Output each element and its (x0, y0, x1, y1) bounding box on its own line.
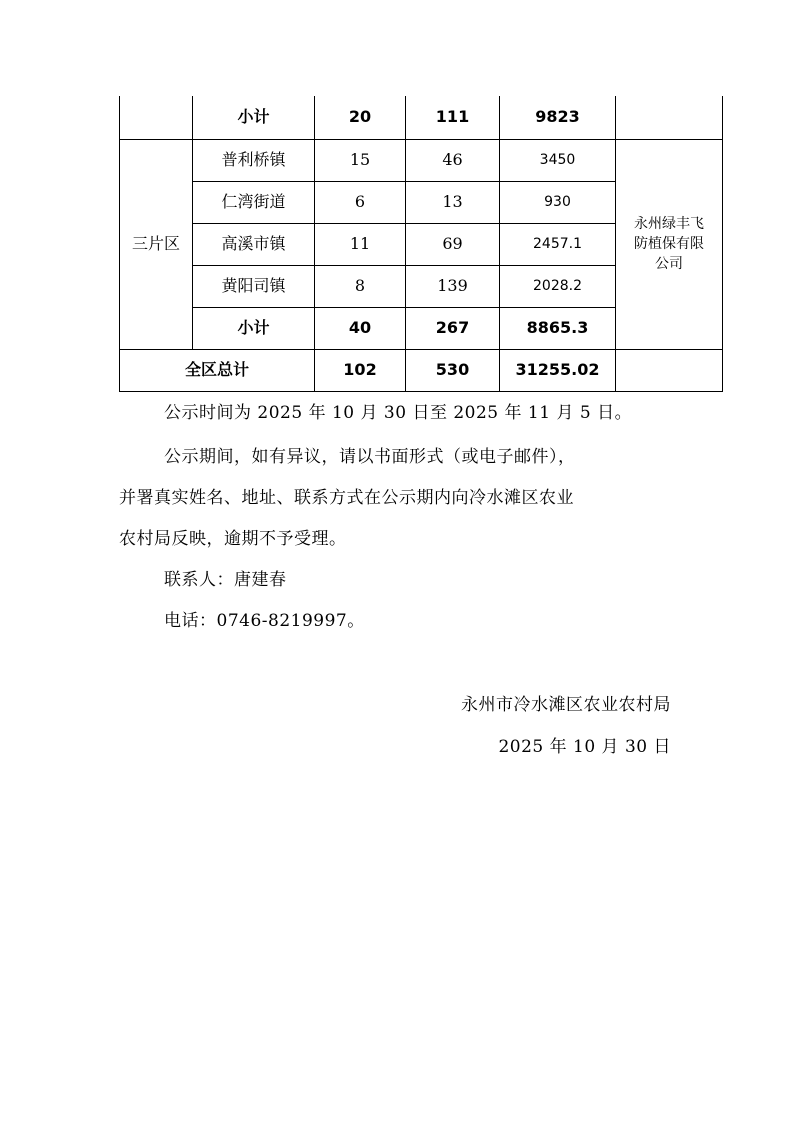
town-households: 69 (406, 223, 500, 265)
subtotal-area: 9823 (500, 96, 616, 139)
grand-total-company (616, 349, 723, 391)
table-row (120, 139, 723, 181)
objection-text-line3: 农村局反映，逾期不予受理。 (119, 529, 347, 549)
company-line: 防植保有限 (634, 236, 704, 252)
subtotal-households: 267 (406, 307, 500, 349)
grand-total-area: 31255.02 (500, 349, 616, 391)
town-area: 2457.1 (500, 223, 616, 265)
company-name (616, 139, 723, 349)
town-area: 2028.2 (500, 265, 616, 307)
subtotal-label: 小计 (193, 96, 315, 139)
town-count: 8 (315, 265, 406, 307)
town-count: 6 (315, 181, 406, 223)
town-area: 3450 (500, 139, 616, 181)
objection-text-line1: 公示期间，如有异议，请以书面形式（或电子邮件）， (164, 447, 576, 467)
town-households: 139 (406, 265, 500, 307)
table-row (120, 96, 723, 139)
town-name: 黄阳司镇 (193, 265, 315, 307)
company-line: 公司 (655, 256, 683, 272)
company-line: 永州绿丰飞 (634, 216, 704, 232)
notice-period-text: 公示时间为 2025 年 10 月 30 日至 2025 年 11 月 5 日。 (164, 403, 633, 423)
grand-total-label: 全区总计 (120, 349, 315, 391)
subtotal-label: 小计 (193, 307, 315, 349)
company-cell-continued (616, 96, 723, 139)
region-name: 三片区 (120, 139, 193, 349)
town-count: 15 (315, 139, 406, 181)
region-cell-continued (120, 96, 193, 139)
subtotal-households: 111 (406, 96, 500, 139)
town-name: 普利桥镇 (193, 139, 315, 181)
grand-total-count: 102 (315, 349, 406, 391)
table-row (120, 349, 723, 391)
contact-person: 联系人：唐建春 (164, 570, 287, 590)
objection-text-line2: 并署真实姓名、地址、联系方式在公示期内向冷水滩区农业 (119, 488, 574, 508)
town-area: 930 (500, 181, 616, 223)
town-households: 13 (406, 181, 500, 223)
contact-phone: 电话：0746-8219997。 (164, 611, 365, 631)
issue-date: 2025 年 10 月 30 日 (498, 737, 671, 757)
subtotal-count: 40 (315, 307, 406, 349)
grand-total-households: 530 (406, 349, 500, 391)
town-count: 11 (315, 223, 406, 265)
subtotal-count: 20 (315, 96, 406, 139)
subsidy-table (119, 96, 723, 392)
town-name: 仁湾街道 (193, 181, 315, 223)
town-households: 46 (406, 139, 500, 181)
subtotal-area: 8865.3 (500, 307, 616, 349)
town-name: 高溪市镇 (193, 223, 315, 265)
issuer-name: 永州市冷水滩区农业农村局 (461, 695, 671, 715)
